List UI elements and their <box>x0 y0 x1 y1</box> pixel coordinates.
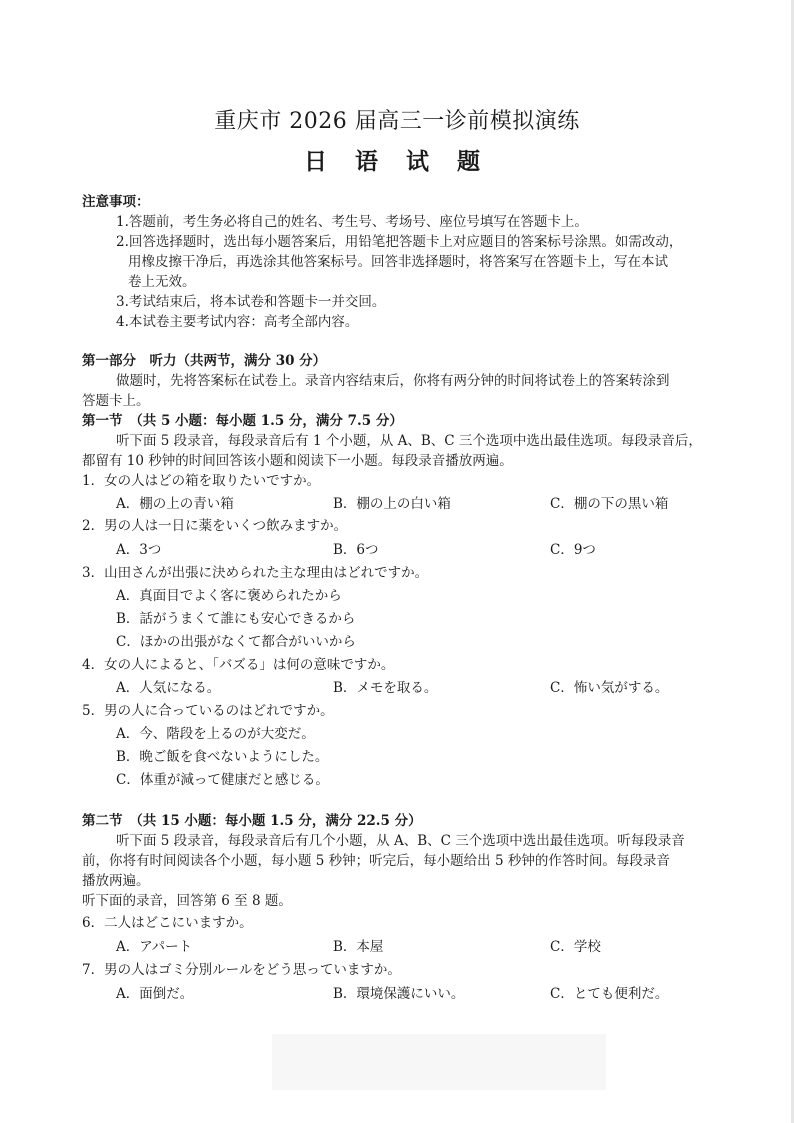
notice-item-2: 2.回答选择题时，选出每小题答案后，用铅笔把答题卡上对应题目的答案标号涂黑。如需改动， <box>116 234 683 250</box>
question-2: 2．男の人は一日に薬をいくつ飲みますか。 <box>82 518 348 534</box>
notice-item-3: 3.考试结束后，将本试卷和答题卡一并交回。 <box>116 294 386 310</box>
q1-option-c: C．棚の下の黒い箱 <box>550 496 669 512</box>
notice-item-2-end: 卷上无效。 <box>128 274 196 290</box>
section1-intro-cont: 都留有 10 秒钟的时间回答该小题和阅读下一小题。每段录音播放两遍。 <box>82 453 513 469</box>
question-7: 7．男の人はゴミ分別ルールをどう思っていますか。 <box>82 962 401 978</box>
section2-sub-intro: 听下面的录音，回答第 6 至 8 题。 <box>82 893 292 909</box>
part1-intro-cont: 答题卡上。 <box>82 393 150 409</box>
question-4: 4．女の人によると、「バズる」は何の意味ですか。 <box>82 657 395 673</box>
q6-option-b: B．本屋 <box>333 939 384 955</box>
q2-option-c: C．9つ <box>550 542 596 558</box>
q7-option-c: C．とても便利だ。 <box>550 986 669 1002</box>
section2-intro-cont: 前，你将有时间阅读各个小题，每小题 5 秒钟；听完后，每小题给出 5 秒钟的作答时间。每段录音 <box>82 853 670 869</box>
q4-option-a: A．人気になる。 <box>116 680 221 696</box>
q5-option-c: C．体重が減って健康だと感じる。 <box>116 772 329 788</box>
q2-option-a: A．3つ <box>116 542 162 558</box>
q3-option-b: B．話がうまくて誰にも安心できるから <box>116 611 356 627</box>
notice-item-1: 1.答题前，考生务必将自己的姓名、考生号、考场号、座位号填写在答题卡上。 <box>116 214 588 230</box>
question-1: 1．女の人はどの箱を取りたいですか。 <box>82 473 321 489</box>
section2-intro: 听下面 5 段录音，每段录音后有几个小题，从 A、B、C 三个选项中选出最佳选项。听每段录音 <box>116 833 685 849</box>
question-6: 6．二人はどこにいますか。 <box>82 915 253 931</box>
part1-intro: 做题时，先将答案标在试卷上。录音内容结束后，你将有两分钟的时间将试卷上的答案转涂到 <box>116 373 670 389</box>
q1-option-a: A．棚の上の青い箱 <box>116 496 234 512</box>
section1-intro: 听下面 5 段录音，每段录音后有 1 个小题，从 A、B、C 三个选项中选出最佳选项。每段录音后， <box>116 433 702 449</box>
part1-heading: 第一部分 听力（共两节，满分 30 分） <box>82 353 327 369</box>
exam-title: 重庆市 2026 届高三一诊前模拟演练 <box>214 109 580 134</box>
q4-option-c: C．怖い気がする。 <box>550 680 669 696</box>
footer-blank-area <box>272 1034 606 1090</box>
notice-heading: 注意事项： <box>82 194 150 210</box>
q4-option-b: B．メモを取る。 <box>333 680 438 696</box>
q6-option-c: C．学校 <box>550 939 601 955</box>
q7-option-a: A．面倒だ。 <box>116 986 194 1002</box>
section2-intro-end: 播放两遍。 <box>82 873 150 889</box>
q7-option-b: B．環境保護にいい。 <box>333 986 465 1002</box>
q5-option-a: A．今、階段を上るのが大変だ。 <box>116 726 315 742</box>
notice-item-4: 4.本试卷主要考试内容：高考全部内容。 <box>116 314 359 330</box>
q6-option-a: A．アパート <box>116 939 193 955</box>
question-5: 5．男の人に合っているのはどれですか。 <box>82 703 334 719</box>
q3-option-c: C．ほかの出張がなくて都合がいいから <box>116 634 356 650</box>
section2-heading: 第二节 （共 15 小题：每小题 1.5 分，满分 22.5 分） <box>82 813 422 829</box>
section1-heading: 第一节 （共 5 小题：每小题 1.5 分，满分 7.5 分） <box>82 413 403 429</box>
q2-option-b: B．6つ <box>333 542 379 558</box>
q5-option-b: B．晩ご飯を食べないようにした。 <box>116 749 329 765</box>
question-3: 3．山田さんが出張に決められた主な理由はどれですか。 <box>82 565 429 581</box>
q1-option-b: B．棚の上の白い箱 <box>333 496 451 512</box>
q3-option-a: A．真面目でよく客に褒められたから <box>116 588 342 604</box>
notice-item-2-cont: 用橡皮擦干净后，再选涂其他答案标号。回答非选择题时，将答案写在答题卡上，写在本试 <box>128 254 668 270</box>
exam-subject: 日 语 试 题 <box>303 148 491 175</box>
